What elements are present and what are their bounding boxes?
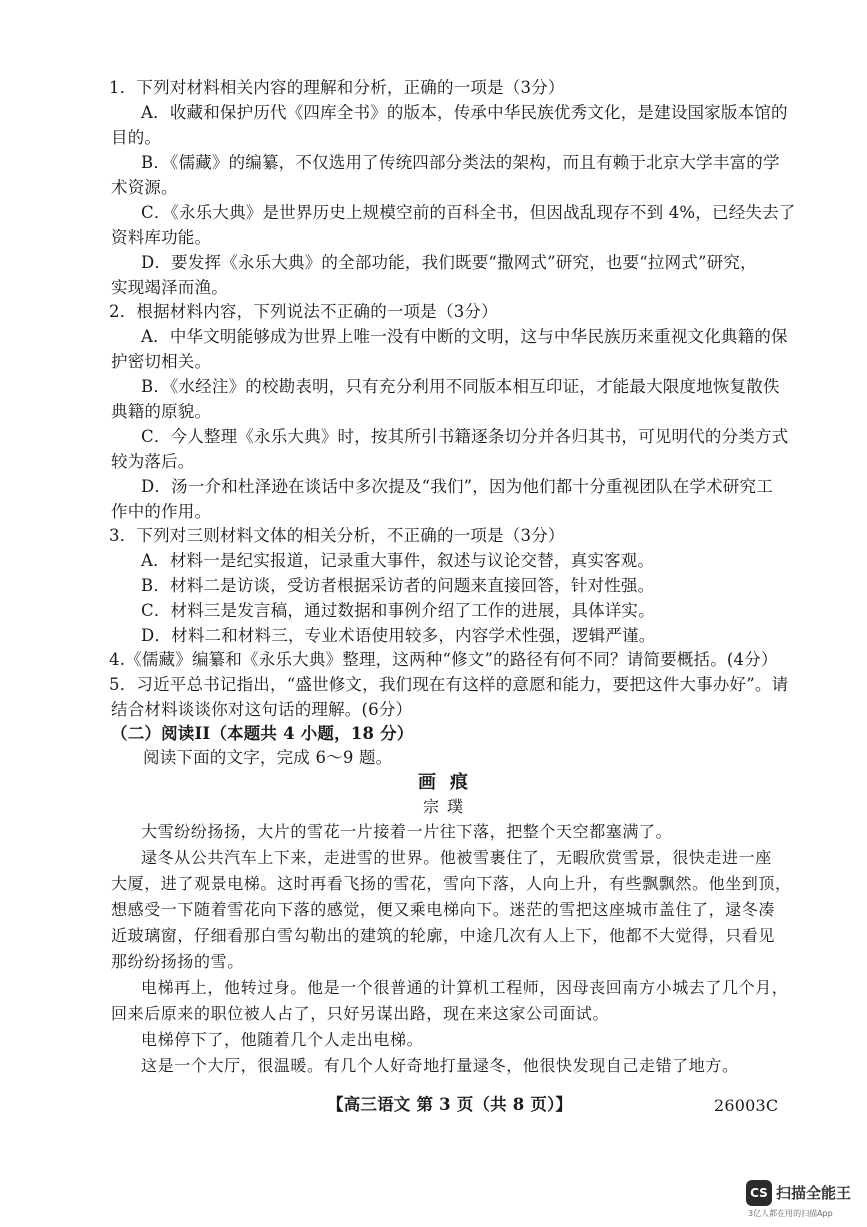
- watermark-app-name: 扫描全能王: [776, 1184, 852, 1202]
- story-paragraph-cont: 那纷纷扬扬的雪。: [111, 952, 244, 971]
- q3-stem: 3．下列对三则材料文体的相关分析，不正确的一项是（3分）: [109, 526, 565, 545]
- q1-option-a: A．收藏和保护历代《四库全书》的版本，传承中华民族优秀文化，是建设国家版本馆的: [141, 103, 788, 122]
- q2-option-a: A．中华文明能够成为世界上唯一没有中断的文明，这与中华民族历来重视文化典籍的保: [141, 327, 788, 346]
- q2-option-c-cont: 较为落后。: [111, 452, 195, 471]
- q1-option-c-cont: 资料库功能。: [111, 228, 212, 247]
- q5-stem-cont: 结合材料谈谈你对这句话的理解。(6分）: [111, 700, 413, 719]
- q2-option-c: C．今人整理《永乐大典》时，按其所引书籍逐条切分并各归其书，可见明代的分类方式: [141, 427, 789, 446]
- watermark-tagline: 3亿人都在用的扫描App: [748, 1209, 833, 1218]
- story-paragraph: 大雪纷纷扬扬，大片的雪花一片接着一片往下落，把整个天空都塞满了。: [141, 822, 673, 841]
- story-title: 画痕: [418, 772, 482, 793]
- camscanner-logo-icon: CS: [746, 1180, 772, 1206]
- q3-option-c: C．材料三是发言稿，通过数据和事例介绍了工作的进展，具体详实。: [141, 601, 655, 620]
- q1-option-a-cont: 目的。: [111, 128, 162, 147]
- q4-stem: 4.《儒藏》编纂和《永乐大典》整理，这两种“修文”的路径有何不同？请简要概括。(4分）: [109, 650, 778, 669]
- q3-option-a: A．材料一是纪实报道，记录重大事件，叙述与议论交替，真实客观。: [141, 551, 655, 570]
- scanner-watermark: [746, 1178, 862, 1222]
- section-instruction: 阅读下面的文字，完成 6～9 题。: [143, 748, 393, 767]
- q1-option-d: D．要发挥《永乐大典》的全部功能，我们既要“撒网式”研究，也要“拉网式”研究，: [141, 253, 757, 272]
- section-heading: （二）阅读II（本题共 4 小题，18 分）: [111, 724, 414, 743]
- page-footer: 【高三语文 第 3 页（共 8 页）】: [327, 1095, 573, 1114]
- q1-option-d-cont: 实现竭泽而渔。: [111, 278, 228, 297]
- story-paragraph-cont: 回来后原来的职位被人占了，只好另谋出路，现在来这家公司面试。: [111, 1004, 610, 1023]
- story-paragraph: 这是一个大厅，很温暖。有几个人好奇地打量逯冬，他很快发现自己走错了地方。: [141, 1056, 739, 1075]
- q2-option-b: B．《水经注》的校勘表明，只有充分利用不同版本相互印证，才能最大限度地恢复散佚: [141, 377, 780, 396]
- story-author: 宗璞: [423, 797, 472, 816]
- q2-stem: 2．根据材料内容，下列说法不正确的一项是（3分）: [109, 302, 498, 321]
- q2-option-a-cont: 护密切相关。: [111, 352, 212, 371]
- story-paragraph-cont: 想感受一下随着雪花向下落的感觉，便又乘电梯向下。迷茫的雪把这座城市盖住了，逯冬凑: [111, 900, 776, 919]
- q2-option-d: D．汤一介和杜泽逊在谈话中多次提及“我们”，因为他们都十分重视团队在学术研究工: [141, 477, 773, 496]
- q5-stem: 5．习近平总书记指出，“盛世修文，我们现在有这样的意愿和能力，要把这件大事办好”。请: [109, 675, 789, 694]
- q3-option-d: D．材料二和材料三，专业术语使用较多，内容学术性强，逻辑严谨。: [141, 626, 656, 645]
- story-paragraph-cont: 大厦，进了观景电梯。这时再看飞扬的雪花，雪向下落，人向上升，有些飘飘然。他坐到顶，: [111, 874, 792, 893]
- q1-stem: 1．下列对材料相关内容的理解和分析，正确的一项是（3分）: [109, 78, 565, 97]
- q2-option-d-cont: 作中的作用。: [111, 502, 212, 521]
- story-paragraph: 逯冬从公共汽车上下来，走进雪的世界。他被雪裹住了，无暇欣赏雪景，很快走进一座: [141, 848, 772, 867]
- q2-option-b-cont: 典籍的原貌。: [111, 402, 212, 421]
- q1-option-b: B．《儒藏》的编纂，不仅选用了传统四部分类法的架构，而且有赖于北京大学丰富的学: [141, 153, 780, 172]
- story-paragraph: 电梯再上，他转过身。他是一个很普通的计算机工程师，因母丧回南方小城去了几个月，: [141, 978, 789, 997]
- story-paragraph-cont: 近玻璃窗，仔细看那白雪勾勒出的建筑的轮廓，中途几次有人上下，他都不大觉得，只看见: [111, 926, 776, 945]
- q1-option-c: C．《永乐大典》是世界历史上规模空前的百科全书，但因战乱现存不到 4%，已经失去了: [141, 203, 796, 222]
- q1-option-b-cont: 术资源。: [111, 178, 178, 197]
- q3-option-b: B．材料二是访谈，受访者根据采访者的问题来直接回答，针对性强。: [141, 576, 655, 595]
- story-paragraph: 电梯停下了，他随着几个人走出电梯。: [141, 1030, 424, 1049]
- exam-code: 26003C: [714, 1096, 779, 1115]
